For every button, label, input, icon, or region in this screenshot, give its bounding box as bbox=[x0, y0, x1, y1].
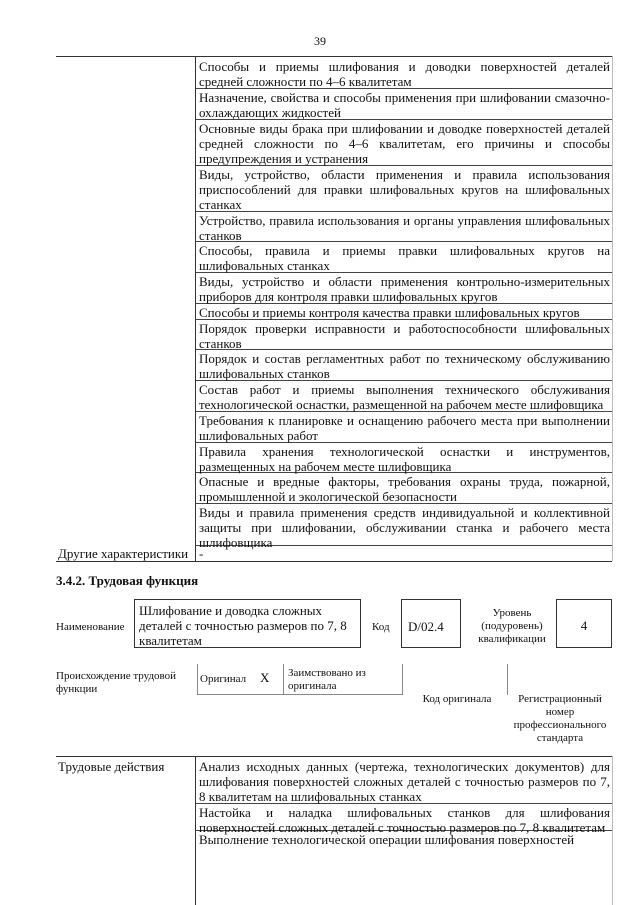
table1-bottom-border bbox=[56, 561, 612, 562]
code-box bbox=[401, 599, 461, 648]
code-label: Код bbox=[372, 621, 390, 633]
knowledge-item: Опасные и вредные факторы, требования охраны труда, пожарной, промышленной и экологической безопасности bbox=[196, 473, 612, 504]
labor-action-item: Анализ исходных данных (чертежа, технологических документов) для шлифования поверхностей сложных деталей с точностью размеров по 7, 8 квалитетам на шлифовальных станках bbox=[196, 758, 612, 804]
reg-num-label: Регистрационный номер профессионального стандарта bbox=[513, 693, 607, 744]
name-box bbox=[134, 599, 361, 648]
original-label: Оригинал bbox=[200, 673, 247, 685]
borrowed-label: Заимствовано из оригинала bbox=[288, 667, 366, 692]
labor-actions-label: Трудовые действия bbox=[58, 759, 165, 774]
reg-num-box bbox=[507, 664, 612, 695]
original-mark: X bbox=[260, 670, 270, 685]
code-value: D/02.4 bbox=[408, 619, 444, 634]
other-characteristics-label: Другие характеристики bbox=[58, 546, 189, 561]
orig-code-label: Код оригинала bbox=[422, 693, 492, 705]
table1-left-column bbox=[56, 56, 196, 561]
knowledge-item: Способы, правила и приемы правки шлифовальных кругов на шлифовальных станках bbox=[196, 242, 612, 273]
table1-right-edge bbox=[612, 56, 613, 561]
level-label: Уровень (подуровень) квалификации bbox=[478, 607, 546, 645]
orig-code-box bbox=[403, 664, 507, 695]
knowledge-item: Устройство, правила использования и органы управления шлифовальных станков bbox=[196, 212, 612, 242]
knowledge-item: Требования к планировке и оснащению рабочего места при выполнении шлифовальных работ bbox=[196, 412, 612, 443]
knowledge-item: Способы и приемы контроля качества правки шлифовальных кругов bbox=[196, 304, 612, 320]
knowledge-item: Виды, устройство, области применения и правила использования приспособлений для правки шлифовальных кругов на шлифовальных станках bbox=[196, 166, 612, 212]
knowledge-item: Назначение, свойства и способы применения при шлифовании смазочно-охлаждающих жидкостей bbox=[196, 89, 612, 120]
page-number: 39 bbox=[314, 34, 326, 48]
table2-left-column bbox=[56, 756, 196, 905]
other-characteristics-value: - bbox=[199, 546, 204, 561]
knowledge-item: Порядок и состав регламентных работ по техническому обслуживанию шлифовальных станков bbox=[196, 350, 612, 381]
labor-action-item: Выполнение технологической операции шлифования поверхностей bbox=[199, 832, 575, 847]
name-value: Шлифование и доводка сложных деталей с точностью размеров по 7, 8 квалитетам bbox=[139, 603, 347, 648]
labor-action-item: Настойка и наладка шлифовальных станков для шлифования поверхностей сложных деталей с точностью размеров по 7, 8 квалитетам bbox=[196, 804, 612, 831]
knowledge-item: Правила хранения технологической оснастки и инструментов, размещенных на рабочем месте шлифовщика bbox=[196, 443, 612, 473]
knowledge-item: Виды и правила применения средств индивидуальной и коллективной защиты при шлифовании, обслуживании станка и рабочего места шлифовщика bbox=[196, 504, 612, 546]
section-title: 3.4.2. Трудовая функция bbox=[56, 573, 199, 588]
knowledge-item: Способы и приемы шлифования и доводки поверхностей деталей средней сложности по 4–6 квалитетам bbox=[196, 58, 612, 89]
knowledge-item: Порядок проверки исправности и работоспособности шлифовальных станков bbox=[196, 320, 612, 350]
table2-right-edge bbox=[612, 756, 613, 905]
knowledge-item: Виды, устройство и области применения контрольно-измерительных приборов для контроля правки шлифовальных кругов bbox=[196, 273, 612, 304]
knowledge-item: Состав работ и приемы выполнения технического обслуживания технологической оснастки, размещенной на рабочем месте шлифовщика bbox=[196, 381, 612, 412]
level-value: 4 bbox=[580, 618, 588, 633]
name-label: Наименование bbox=[56, 621, 125, 633]
knowledge-item: Основные виды брака при шлифовании и доводке поверхностей деталей средней сложности по 4–6 квалитетам, его причины и способы предупреждения и устранения bbox=[196, 120, 612, 166]
level-box bbox=[556, 599, 612, 648]
origin-label: Происхождение трудовой функции bbox=[56, 670, 177, 695]
